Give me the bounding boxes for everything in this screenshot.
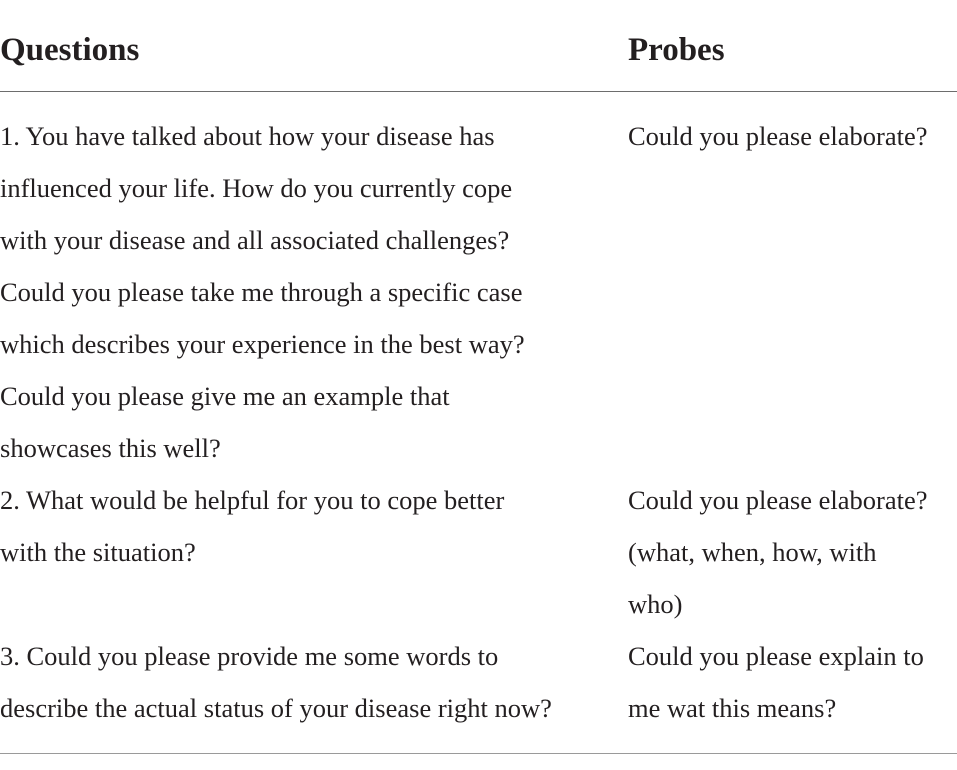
header-questions: Questions [0, 32, 140, 68]
probe-line: Could you please explain to [628, 641, 924, 671]
question-cell [0, 474, 628, 630]
question-line: describe the actual status of your disease right now? [0, 693, 552, 723]
table-row [0, 474, 957, 630]
question-line: 3. Could you please provide me some words to [0, 641, 499, 671]
probe-cell [628, 630, 957, 734]
question-cell [0, 110, 628, 474]
table-row [0, 630, 957, 734]
question-line: 2. What would be helpful for you to cope better [0, 485, 505, 515]
probe-cell [628, 110, 957, 474]
probe-line: (what, when, how, with [628, 537, 877, 567]
table-header [0, 0, 957, 92]
table-bottom-rule [0, 753, 957, 754]
header-probes: Probes [628, 32, 725, 68]
question-line: which describes your experience in the best way? [0, 329, 525, 359]
question-line: Could you please give me an example that [0, 381, 450, 411]
table-body [0, 92, 957, 734]
question-line: with the situation? [0, 537, 196, 567]
probe-line: me wat this means? [628, 693, 837, 723]
question-line: influenced your life. How do you currently cope [0, 173, 513, 203]
question-line: showcases this well? [0, 433, 221, 463]
question-cell [0, 630, 628, 734]
question-line: 1. You have talked about how your disease has [0, 121, 495, 151]
probe-line: Could you please elaborate? [628, 485, 928, 515]
table-row [0, 110, 957, 474]
question-line: with your disease and all associated challenges? [0, 225, 510, 255]
probe-line: Could you please elaborate? [628, 121, 928, 151]
probe-line: who) [628, 589, 683, 619]
question-line: Could you please take me through a specific case [0, 277, 523, 307]
probe-cell [628, 474, 957, 630]
